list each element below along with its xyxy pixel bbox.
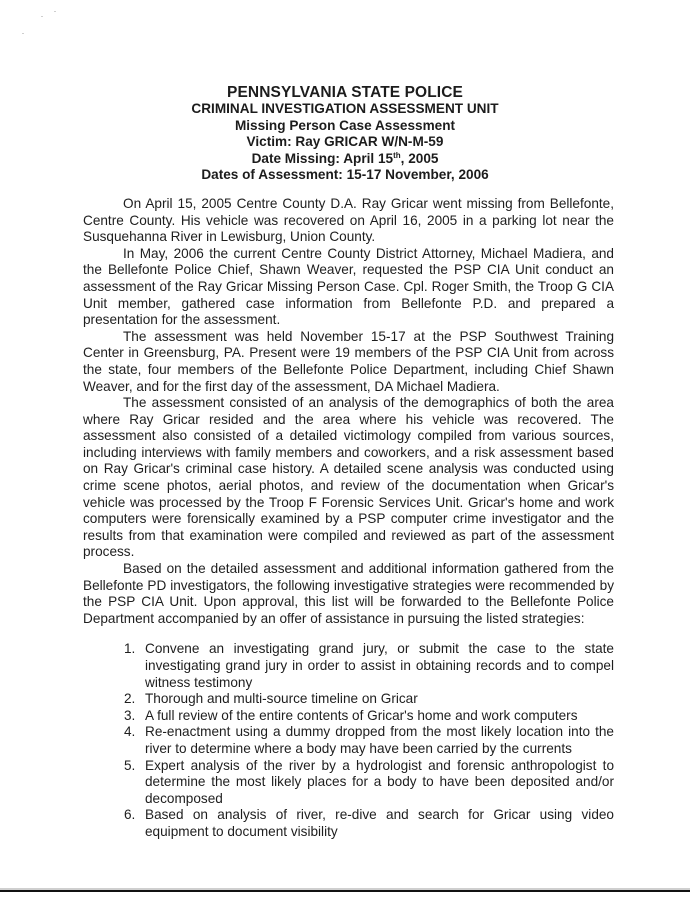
list-item-text: A full review of the entire contents of Gricar's home and work computers	[145, 707, 578, 723]
list-number: 3.	[124, 707, 136, 723]
list-item	[124, 691, 614, 708]
list-number: 6.	[124, 807, 136, 823]
list-item	[124, 724, 614, 757]
scan-speck	[22, 33, 24, 34]
list-item	[124, 641, 614, 691]
list-item	[124, 758, 614, 808]
list-item-text: Re-enactment using a dummy dropped from the most likely location into the river to determine where a body may have been carried by the currents	[145, 724, 614, 756]
document-content	[83, 196, 614, 841]
list-item-text: Expert analysis of the river by a hydrologist and forensic anthropologist to determine the most likely places for a body to have been deposited and/or decomposed	[145, 757, 614, 806]
list-item-text: Thorough and multi-source timeline on Gricar	[145, 691, 418, 707]
list-item-text: Convene an investigating grand jury, or submit the case to the state investigating grand jury in order to assist in obtaining records and to compel witness testimony	[145, 641, 614, 690]
list-number: 5.	[124, 757, 136, 773]
paragraph-recommendations-intro: Based on the detailed assessment and additional information gathered from the Bellefonte PD investigators, the following investigative strategies were recommended by the PSP CIA Unit. Upon approval, this list will be forwarded to the Bellefonte Police Department accompanied by an offer of assistance in pursuing the listed strategies:	[83, 561, 614, 626]
scan-speck	[41, 16, 43, 17]
body-text	[83, 196, 614, 627]
paragraph-assessment-held: The assessment was held November 15-17 at the PSP Southwest Training Center in Greensburg, PA. Present were 19 members of the PSP CIA Unit from across the state, four members of the Bellefonte Police Department, including Chief Shawn Weaver, and for the first day of the assessment, DA Michael Madiera.	[83, 328, 614, 394]
scan-speck	[54, 11, 56, 12]
strategy-list	[124, 641, 614, 840]
assessment-dates-line: Dates of Assessment: 15-17 November, 2006	[201, 167, 489, 183]
victim-line: Victim: Ray GRICAR W/N-M-59	[246, 134, 444, 150]
document-type: Missing Person Case Assessment	[234, 117, 456, 133]
list-item	[124, 807, 614, 840]
unit-title: CRIMINAL INVESTIGATION ASSESSMENT UNIT	[191, 101, 499, 116]
agency-title: PENNSYLVANIA STATE POLICE	[227, 84, 463, 101]
list-number: 4.	[124, 724, 136, 740]
date-missing-prefix: Date Missing: April 15	[251, 150, 394, 166]
date-missing-ordinal: th	[393, 150, 401, 160]
paragraph-request: In May, 2006 the current Centre County District Attorney, Michael Madiera, and the Bellefonte Police Chief, Shawn Weaver, requested the PSP CIA Unit conduct an assessment of the Ray Gricar Missing Person Case. Cpl. Roger Smith, the Troop G CIA Unit member, gathered case information from Bellefonte P.D. and prepared a presentation for the assessment.	[83, 245, 614, 328]
paragraph-assessment-scope: The assessment consisted of an analysis of the demographics of both the area where Ray Gricar resided and the area where his vehicle was recovered. The assessment also consisted of a detailed victimology compiled from various sources, including interviews with family members and coworkers, and a risk assessment based on Ray Gricar's criminal case history. A detailed scene analysis was conducted using crime scene photos, aerial photos, and review of the documentation when Gricar's vehicle was processed by the Troop F Forensic Services Unit. Gricar's home and work computers were forensically examined by a PSP computer crime investigator and the results from that examination were compiled and reviewed as part of the assessment process.	[83, 395, 614, 560]
list-item	[124, 708, 614, 725]
date-missing-line	[0, 151, 690, 168]
page-bottom-border	[0, 890, 690, 892]
list-number: 1.	[124, 641, 136, 657]
list-item-text: Based on analysis of river, re-dive and search for Gricar using video equipment to document visibility	[145, 807, 614, 839]
paragraph-incident: On April 15, 2005 Centre County D.A. Ray Gricar went missing from Bellefonte, Centre County. His vehicle was recovered on April 16, 2005 in a parking lot near the Susquehanna River in Lewisburg, Union County.	[83, 195, 614, 245]
date-missing-year: , 2005	[400, 150, 439, 166]
list-number: 2.	[124, 691, 136, 707]
document-header	[0, 84, 690, 184]
